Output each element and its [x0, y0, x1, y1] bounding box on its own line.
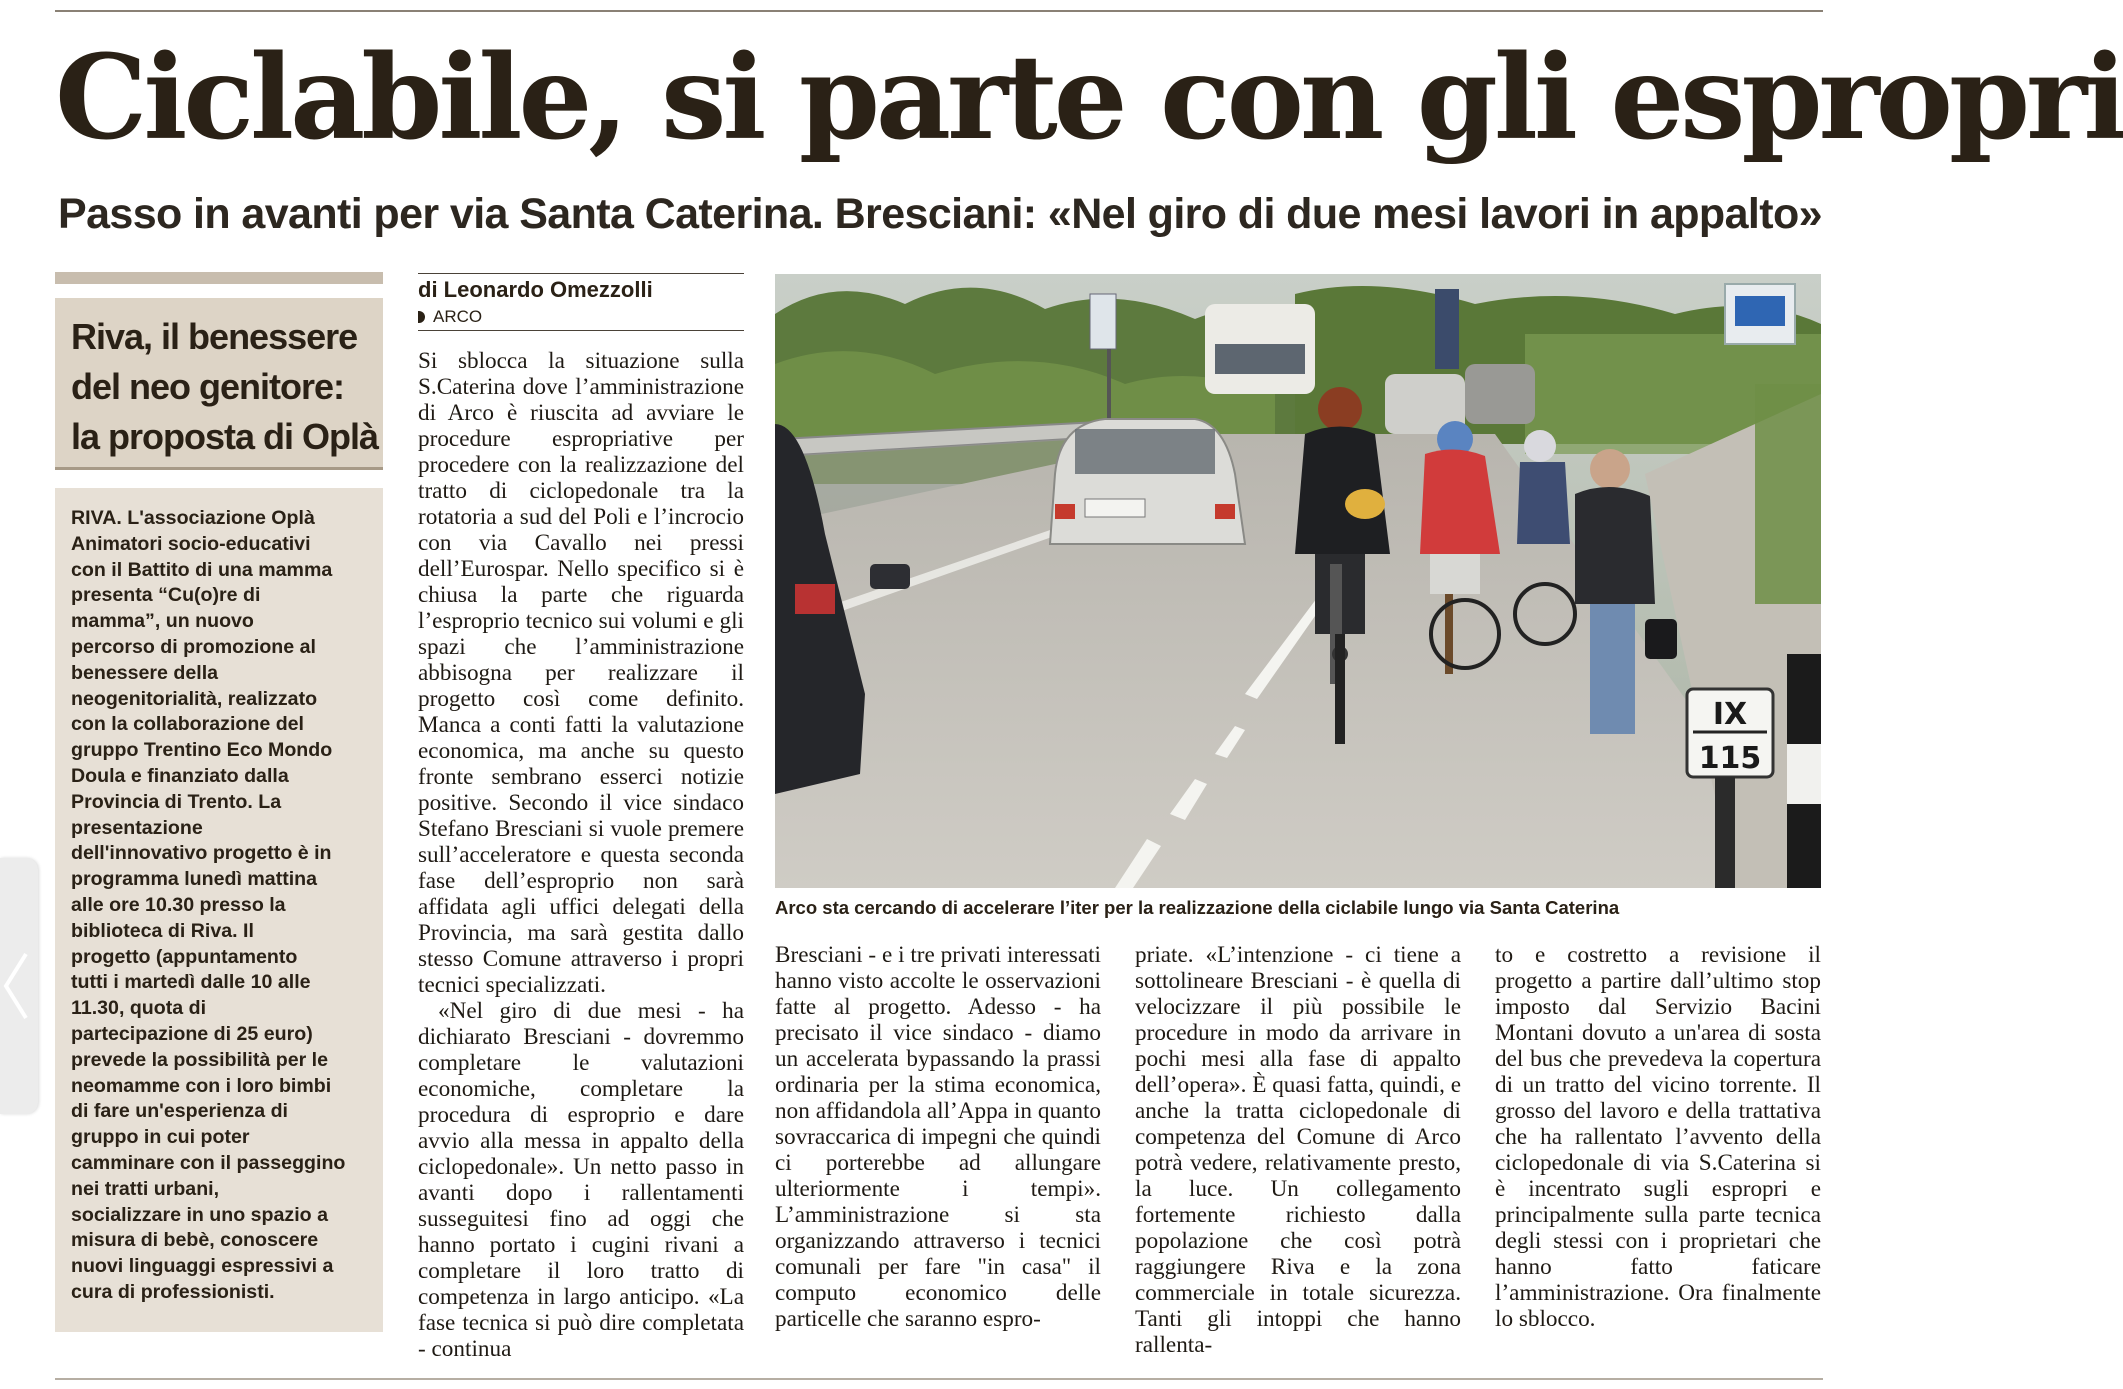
- sidebar-text-line: programma lunedì mattina: [71, 868, 318, 891]
- sidebar-text-line: 11.30, quota di: [71, 997, 207, 1020]
- sidebar-text-line: alle ore 10.30 presso la: [71, 893, 286, 916]
- subheadline: Passo in avanti per via Santa Caterina. Bresciani: «Nel giro di due mesi lavori in appalto»: [58, 190, 1822, 238]
- sidebar-text-line: Provincia di Trento. La: [71, 790, 282, 813]
- km-sign-bottom: 115: [1698, 741, 1762, 776]
- article-paragraph: to e costretto a revisione il progetto a partire dall’ultimo stop imposto dal Servizio Bacini Montani dovuto a un'area di sosta del bus che prevedeva la copertura di un tratto del vicino torrente. Il grosso del lavoro e della trattativa che ha rallentato l’avvento della ciclopedonale di via S.Caterina si è incentrato sugli espropri e principalmente sulla parte tecnica degli stessi con i proprietari che hanno fatto faticare l’amministrazione. Ora finalmente lo sblocco.: [1495, 942, 1821, 1332]
- sidebar-title: [71, 312, 383, 462]
- sidebar-text-line: dell'innovativo progetto è in: [71, 842, 332, 865]
- article-column-4: [1495, 942, 1821, 1332]
- dateline: [418, 306, 744, 328]
- article-paragraph: «Nel giro di due mesi - ha dichiarato Bresciani - dovremmo completare le valutazioni economiche, completare la procedura di esproprio e dare avvio alla messa in appalto della ciclopedonale». Un netto passo in avanti dopo i rallentamenti susseguitesi fino ad oggi che hanno portato i cugini rivani a completare il loro tratto di competenza in largo anticipo. «La fase tecnica si può dire completata - continua: [418, 998, 744, 1362]
- byline: di Leonardo Omezzolli: [418, 277, 653, 302]
- street-scene-illustration: [775, 274, 1821, 888]
- article-photo: [775, 274, 1821, 888]
- sidebar-text-line: presenta “Cu(o)re di: [71, 584, 261, 607]
- sidebar-text-line: misura di bebè, conoscere: [71, 1229, 319, 1252]
- sidebar-text-line: neogenitorialità, realizzato: [71, 687, 318, 710]
- sidebar-title-line: Riva, il benessere: [71, 316, 358, 357]
- dateline-marker-icon: [418, 311, 425, 323]
- article-paragraph: Bresciani - e i tre privati interessati hanno visto accolte le osservazioni fatte al progetto. Adesso - ha precisato il vice sindaco - diamo un accelerata bypassando la prassi ordinaria per la stima economica, non affidandola all’Appa in quanto sovraccarica di impegni che quindi ci porterebbe ad allungare ulteriormente i tempi». L’amministrazione si sta organizzando attraverso i tecnici comunali per fare "in casa" il computo economico delle particelle che saranno espro-: [775, 942, 1101, 1332]
- sidebar-text-line: Animatori socio-educativi: [71, 532, 311, 555]
- sidebar-text-line: gruppo in cui poter: [71, 1126, 250, 1149]
- top-rule: [55, 10, 1823, 12]
- sidebar-text-line: nuovi linguaggi espressivi a: [71, 1255, 334, 1278]
- sidebar-text-line: biblioteca di Riva. Il: [71, 919, 254, 942]
- sidebar-text-line: neomamme con i loro bimbi: [71, 1074, 332, 1097]
- dateline-rule: [418, 330, 744, 331]
- sidebar-text-line: prevede la possibilità per le: [71, 1048, 328, 1071]
- article-paragraph: Si sblocca la situazione sulla S.Caterina dove l’amministrazione di Arco è riuscita ad avviare le procedure espropriative per procedere con la realizzazione del tratto di ciclopedonale tra la rotatoria a sud del Poli e l’incrocio con via Cavallo nei pressi dell’Eurospar. Nello specifico si è chiusa la parte che riguarda l’esproprio tecnico sui volumi e gli spazi che l’amministrazione abbisogna per realizzare il progetto così come definito. Manca a conti fatti la valutazione economica, ma anche su questo fronte sembrano esserci notizie positive. Secondo il vice sindaco Stefano Bresciani si vuole premere sull’acceleratore e questa seconda fase dell’esproprio non sarà affidata agli uffici delegati della Provincia, ma sarà gestita dallo stesso Comune attraverso i propri tecnici specializzati.: [418, 348, 744, 998]
- sidebar-text-line: benessere della: [71, 661, 219, 684]
- sidebar-text-line: gruppo Trentino Eco Mondo: [71, 739, 333, 762]
- sidebar-text-line: mamma”, un nuovo: [71, 610, 254, 633]
- sidebar-text-line: tutti i martedì dalle 10 alle: [71, 971, 311, 994]
- sidebar-top-bar: [55, 272, 383, 284]
- sidebar-text-line: percorso di promozione al: [71, 635, 316, 658]
- photo-caption: Arco sta cercando di accelerare l’iter per la realizzazione della ciclabile lungo via Santa Caterina: [775, 897, 1620, 918]
- sidebar-text-line: con il Battito di una mamma: [71, 558, 333, 581]
- bottom-rule: [55, 1378, 1823, 1380]
- sidebar-title-line: la proposta di Oplà: [71, 416, 379, 457]
- sidebar-text-line: Doula e finanziato dalla: [71, 764, 289, 787]
- sidebar-text-line: progetto (appuntamento: [71, 945, 298, 968]
- sidebar-text-line: RIVA. L'associazione Oplà: [71, 507, 315, 529]
- sidebar-text: [71, 506, 371, 1306]
- sidebar-text-line: con la collaborazione del: [71, 713, 305, 736]
- dateline-text: ARCO: [433, 307, 483, 326]
- sidebar-text-line: socializzare in uno spazio a: [71, 1203, 328, 1226]
- headline: Ciclabile, si parte con gli espropri: [55, 30, 2123, 166]
- article-column-2: [775, 942, 1101, 1332]
- sidebar-text-line: camminare con il passeggino: [71, 1151, 346, 1174]
- sidebar-text-line: nei tratti urbani,: [71, 1177, 220, 1200]
- page-turn-tab[interactable]: [0, 858, 38, 1114]
- article-column-1: [418, 348, 744, 1362]
- sidebar-title-line: del neo genitore:: [71, 366, 345, 407]
- sidebar-text-line: di fare un'esperienza di: [71, 1100, 288, 1123]
- sidebar-text-line: cura di professionisti.: [71, 1280, 275, 1303]
- chevron-left-icon: [0, 858, 38, 1114]
- km-sign-top: IX: [1712, 697, 1748, 732]
- sidebar-header: [55, 298, 383, 470]
- sidebar-text-line: partecipazione di 25 euro): [71, 1022, 313, 1045]
- sidebar-text-line: presentazione: [71, 816, 203, 839]
- byline-rule: [418, 273, 744, 274]
- sidebar-body: [55, 488, 383, 1332]
- article-paragraph: priate. «L’intenzione - ci tiene a sottolineare Bresciani - è quella di velocizzare il più possibile le procedure in modo da arrivare in pochi mesi alla fase di appalto dell’opera». È quasi fatta, quindi, e anche la tratta ciclopedonale di competenza del Comune di Arco potrà vedere, relativamente presto, la luce. Un collegamento fortemente richiesto dalla popolazione che così potrà raggiungere Riva e la zona commerciale in totale sicurezza. Tanti gli intoppi che hanno rallenta-: [1135, 942, 1461, 1358]
- article-column-3: [1135, 942, 1461, 1358]
